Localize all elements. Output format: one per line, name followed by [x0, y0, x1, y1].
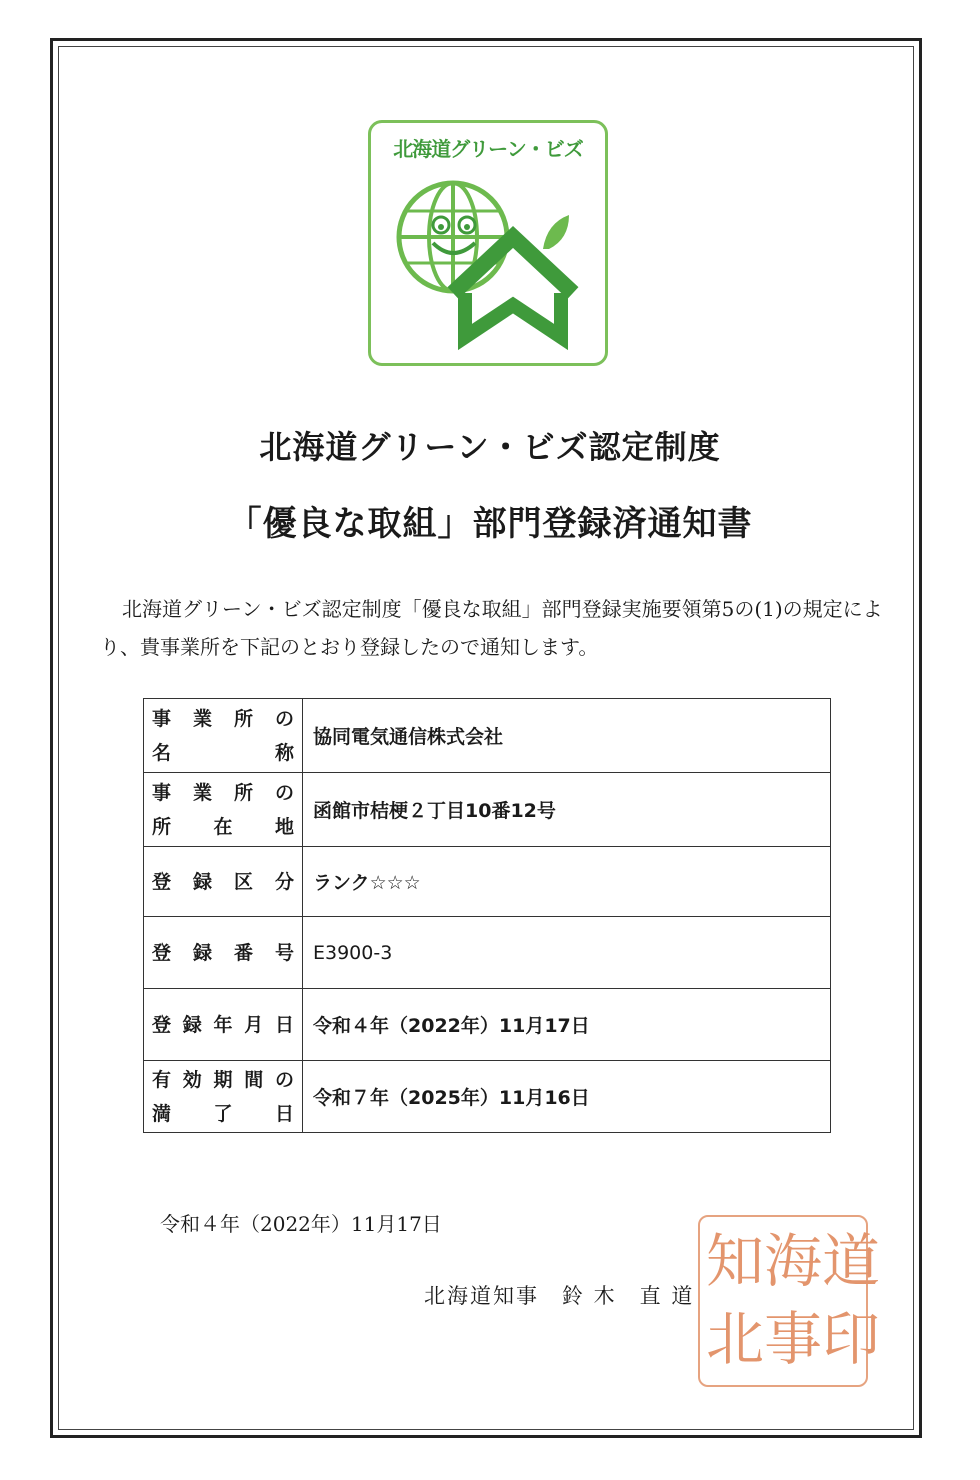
seal-char: 北 [706, 1305, 765, 1373]
seal-char: 知 [706, 1227, 765, 1295]
label-registration-class: 登 録 区 分 [144, 847, 303, 917]
registration-number-value: E3900-3 [303, 917, 831, 989]
registration-table [143, 698, 831, 1133]
seal-char: 道 [822, 1227, 881, 1295]
business-address-value: 函館市桔梗２丁目10番12号 [303, 773, 831, 847]
issue-date: 令和４年（2022年）11月17日 [160, 1212, 442, 1236]
logo-text: 北海道グリーン・ビズ [393, 137, 583, 161]
table-row [144, 989, 831, 1061]
business-name-value: 協同電気通信株式会社 [303, 699, 831, 773]
table-row [144, 699, 831, 773]
certificate-title-line1: 北海道グリーン・ビズ認定制度 [259, 428, 721, 466]
seal-char: 印 [822, 1305, 881, 1373]
label-business-name: 事 業 所 の 名 称 [144, 699, 303, 773]
label-registration-number: 登 録 番 号 [144, 917, 303, 989]
notice-body: 北海道グリーン・ビズ認定制度「優良な取組」部門登録実施要領第5の(1)の規定により、貴事業所を下記のとおり登録したので通知します。 [100, 597, 883, 659]
signer-name: 北海道知事 鈴 木 直 道 [424, 1284, 695, 1308]
green-biz-logo [368, 120, 608, 366]
label-expiry-date: 有 効 期 間 の 満 了 日 [144, 1061, 303, 1133]
certificate-title-line2: 「優良な取組」部門登録済通知書 [227, 504, 753, 544]
official-seal [698, 1215, 881, 1387]
table-row [144, 1061, 831, 1133]
registration-class-value: ランク☆☆☆ [303, 847, 831, 917]
registration-date-value: 令和４年（2022年）11月17日 [303, 989, 831, 1061]
expiry-date-value: 令和７年（2025年）11月16日 [303, 1061, 831, 1133]
label-registration-date: 登 録 年 月 日 [144, 989, 303, 1061]
seal-char: 事 [764, 1305, 823, 1373]
seal-char: 海 [764, 1227, 823, 1295]
label-business-address: 事 業 所 の 所 在 地 [144, 773, 303, 847]
table-row [144, 917, 831, 989]
table-row [144, 847, 831, 917]
table-row [144, 773, 831, 847]
globe-house-icon [383, 167, 595, 357]
